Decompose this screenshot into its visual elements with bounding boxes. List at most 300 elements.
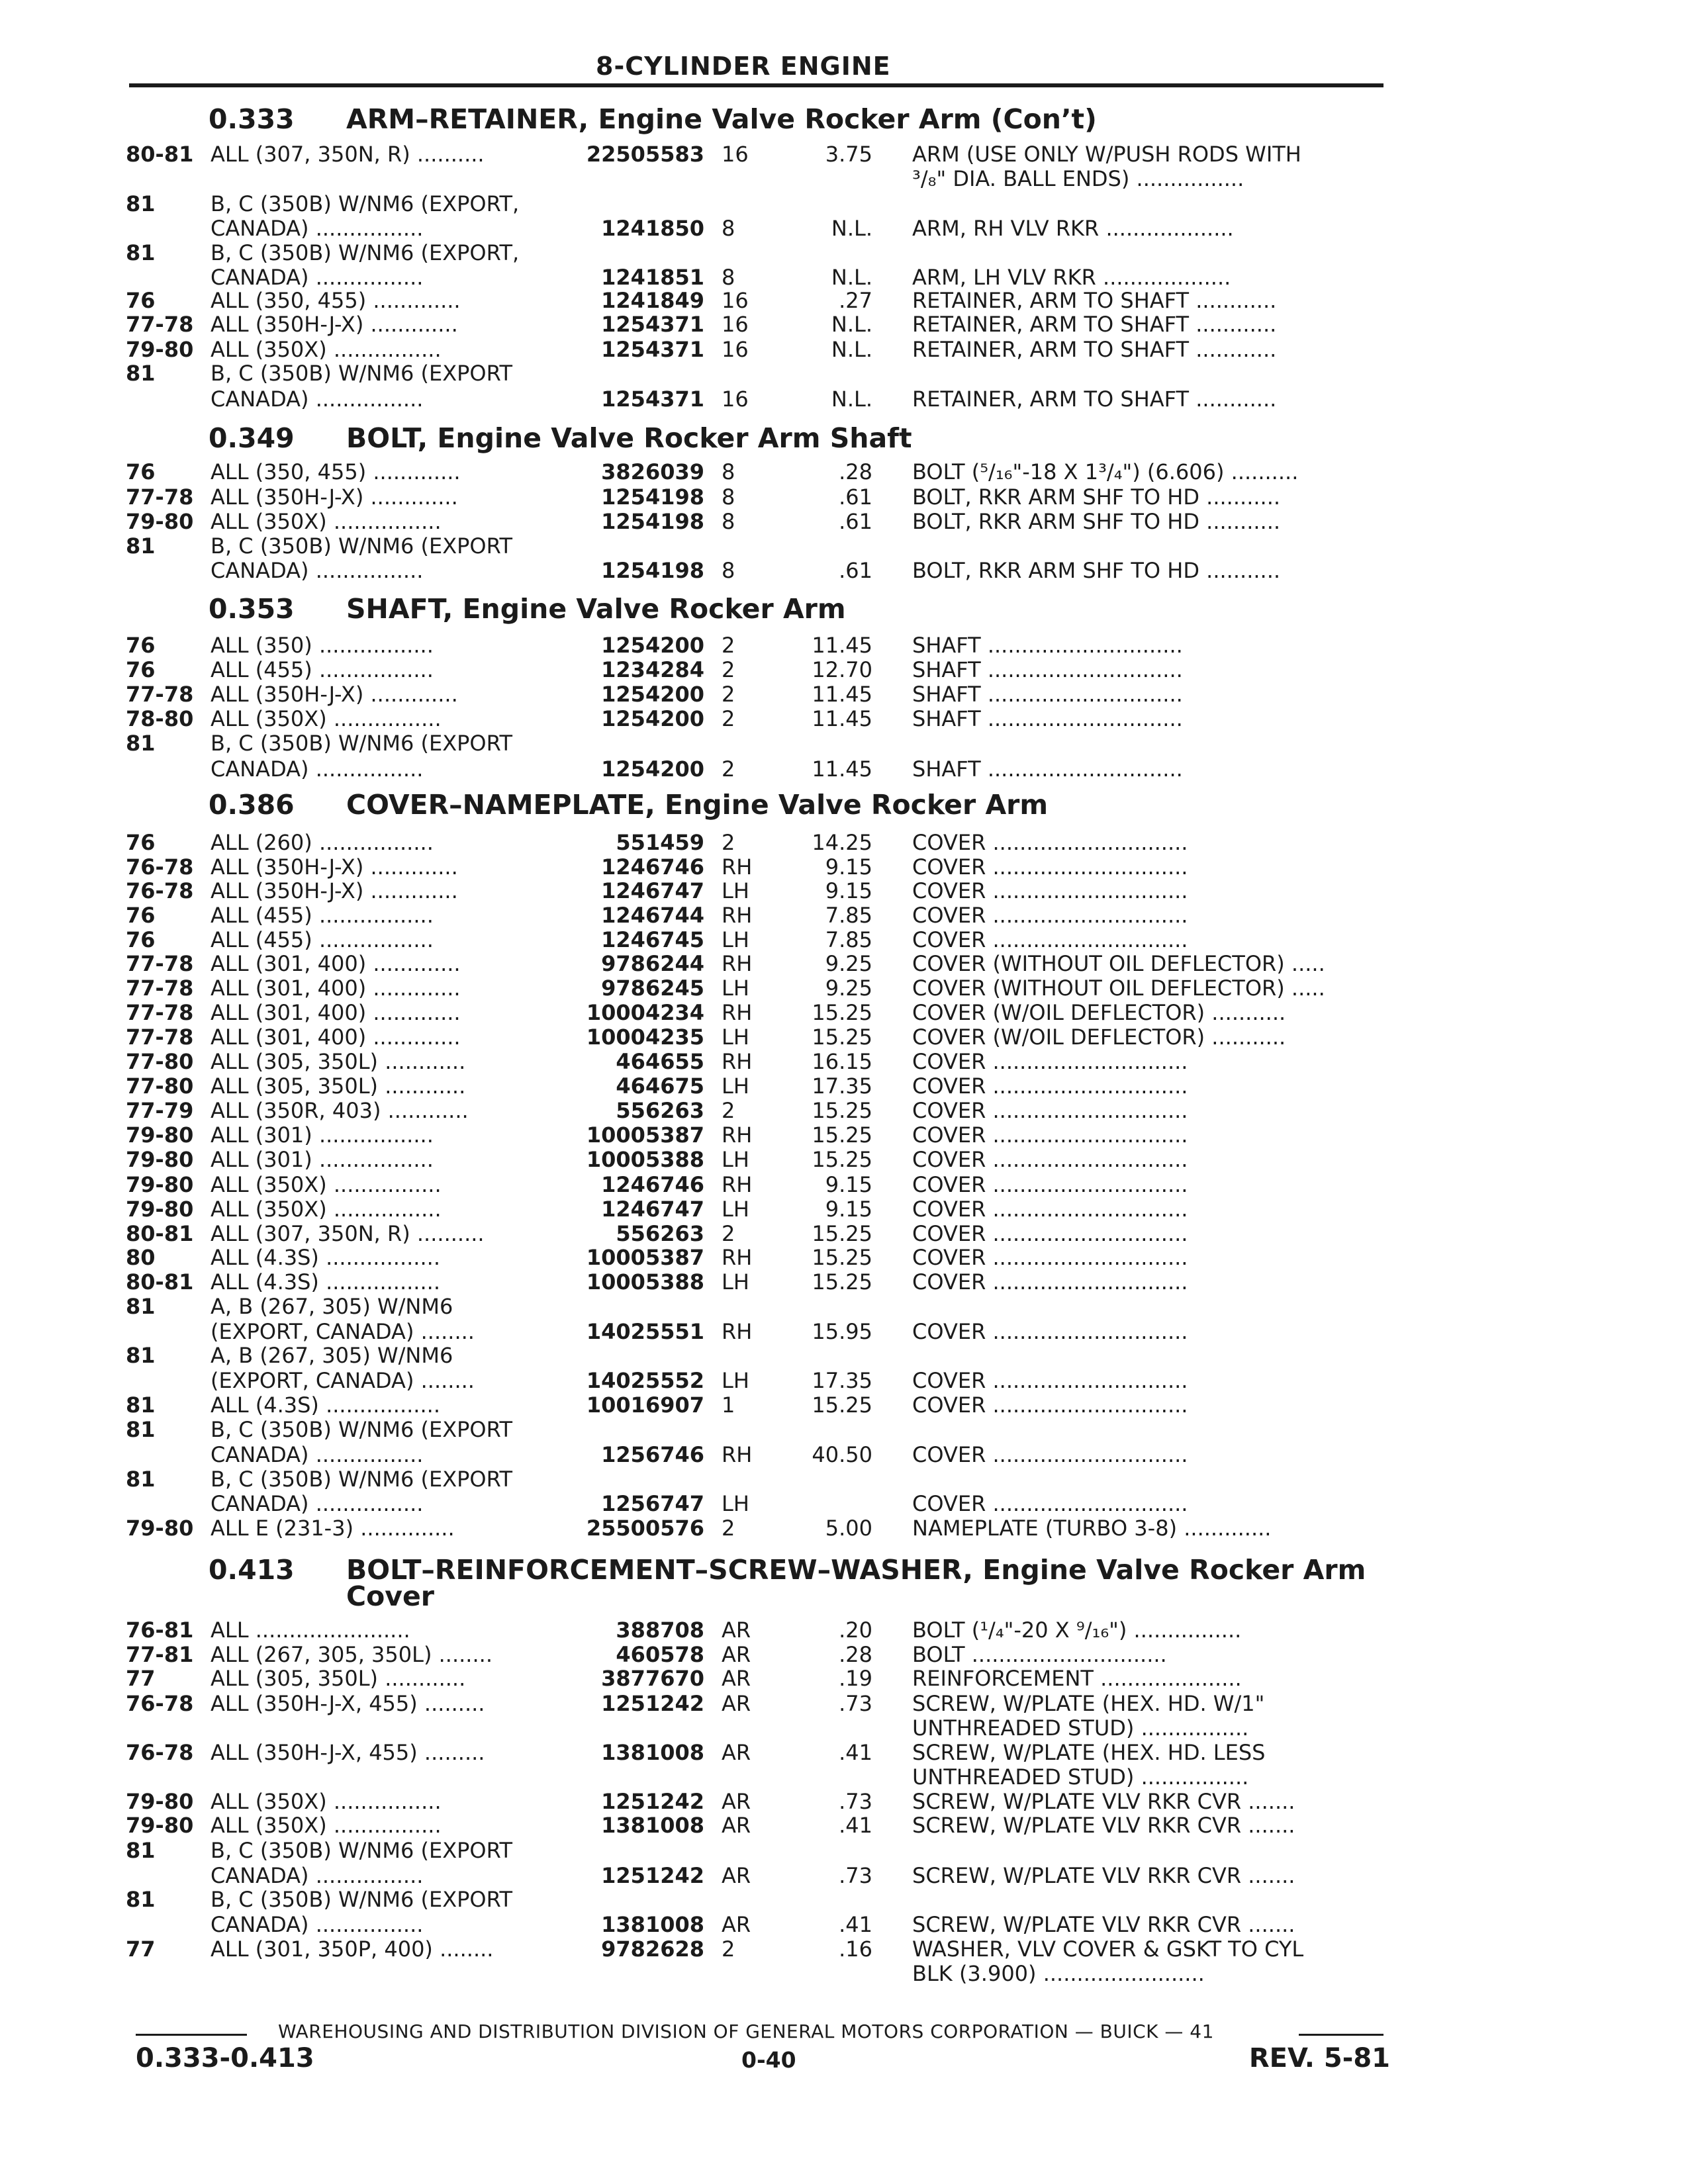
part-description: RETAINER, ARM TO SHAFT ............ [912, 288, 1277, 313]
quantity: 2 [722, 682, 735, 707]
model-applicability: ALL (455) ................. [211, 927, 434, 952]
section-title: BOLT–REINFORCEMENT–SCREW–WASHER, Engine Valve Rocker Arm [346, 1554, 1366, 1586]
part-description: COVER ............................. [912, 1269, 1188, 1295]
quantity: 16 [722, 387, 749, 412]
model-year: 81 [126, 1887, 156, 1912]
model-applicability: ALL (350X) ................ [211, 337, 442, 362]
part-description: COVER ............................. [912, 1172, 1188, 1197]
model-year: 76 [126, 903, 156, 928]
part-description: BOLT, RKR ARM SHF TO HD ........... [912, 484, 1281, 510]
quantity: 2 [722, 830, 735, 855]
model-year: 76-78 [126, 1740, 194, 1765]
list-price: N.L. [831, 387, 872, 412]
part-description: ARM (USE ONLY W/PUSH RODS WITH [912, 142, 1301, 167]
quantity: AR [722, 1912, 751, 1937]
footer-text: WAREHOUSING AND DISTRIBUTION DIVISION OF GENERAL MOTORS CORPORATION — BUICK — 41 [278, 2021, 1214, 2042]
part-number: 556263 [616, 1098, 704, 1123]
quantity: 16 [722, 337, 749, 362]
quantity: 2 [722, 706, 735, 731]
list-price: .73 [839, 1789, 872, 1814]
model-applicability: B, C (350B) W/NM6 (EXPORT [211, 1467, 513, 1492]
list-price: N.L. [831, 265, 872, 290]
list-price: N.L. [831, 216, 872, 241]
model-year: 81 [126, 240, 156, 265]
model-applicability: ALL (350, 455) ............. [211, 288, 461, 313]
model-applicability: ALL (301, 400) ............. [211, 951, 461, 976]
part-number: 22505583 [586, 142, 704, 167]
part-description: SHAFT ............................. [912, 682, 1183, 707]
model-applicability: ALL (350, 455) ............. [211, 459, 461, 484]
model-year: 77-81 [126, 1642, 194, 1667]
model-applicability: ALL (350H-J-X) ............. [211, 312, 458, 337]
list-price: .16 [839, 1936, 872, 1962]
part-description: COVER ............................. [912, 1491, 1188, 1516]
quantity: 2 [722, 1516, 735, 1541]
model-applicability: B, C (350B) W/NM6 (EXPORT [211, 731, 513, 756]
quantity: AR [722, 1740, 751, 1765]
quantity: 2 [722, 633, 735, 658]
quantity: AR [722, 1813, 751, 1838]
part-description: RETAINER, ARM TO SHAFT ............ [912, 387, 1277, 412]
part-number: 1246746 [601, 1172, 704, 1197]
model-applicability: ALL (305, 350L) ............ [211, 1073, 466, 1099]
part-description: COVER ............................. [912, 903, 1188, 928]
part-number: 10016907 [586, 1392, 704, 1418]
parts-row [0, 1668, 1688, 1694]
part-description: UNTHREADED STUD) ................ [912, 1764, 1249, 1790]
parts-row [0, 363, 1688, 389]
part-number: 10004235 [586, 1024, 704, 1050]
list-price: 15.25 [812, 1147, 872, 1172]
part-description: RETAINER, ARM TO SHAFT ............ [912, 312, 1277, 337]
parts-row [0, 1963, 1688, 1989]
model-year: 80 [126, 1245, 156, 1270]
list-price: 7.85 [825, 927, 872, 952]
model-applicability: ALL (260) ................. [211, 830, 434, 855]
part-description: BLK (3.900) ........................ [912, 1961, 1205, 1986]
quantity: AR [722, 1617, 751, 1643]
part-number: 1256746 [601, 1442, 704, 1467]
list-price: 3.75 [825, 142, 872, 167]
model-year: 77-80 [126, 1073, 194, 1099]
list-price: 11.45 [812, 682, 872, 707]
model-applicability: B, C (350B) W/NM6 (EXPORT, [211, 191, 520, 216]
part-description: WASHER, VLV COVER & GSKT TO CYL [912, 1936, 1304, 1962]
model-applicability: ALL (301, 400) ............. [211, 976, 461, 1001]
quantity: LH [722, 1073, 749, 1099]
header-rule [129, 83, 1383, 87]
model-year: 81 [126, 191, 156, 216]
model-applicability: ALL (350R, 403) ............ [211, 1098, 469, 1123]
quantity: RH [722, 1245, 753, 1270]
quantity: RH [722, 854, 753, 880]
list-price: 15.25 [812, 1024, 872, 1050]
quantity: LH [722, 1147, 749, 1172]
model-year: 79-80 [126, 509, 194, 534]
model-applicability: ALL (350H-J-X) ............. [211, 878, 458, 903]
part-number: 1254200 [601, 706, 704, 731]
model-applicability: ALL (350H-J-X, 455) ......... [211, 1691, 485, 1716]
part-number: 464675 [616, 1073, 704, 1099]
list-price: 7.85 [825, 903, 872, 928]
part-number: 464655 [616, 1049, 704, 1074]
model-applicability: B, C (350B) W/NM6 (EXPORT [211, 1887, 513, 1912]
list-price: 5.00 [825, 1516, 872, 1541]
part-number: 1241849 [601, 288, 704, 313]
quantity: LH [722, 1368, 749, 1393]
model-year: 81 [126, 1294, 156, 1319]
part-number: 14025551 [586, 1319, 704, 1344]
model-applicability: B, C (350B) W/NM6 (EXPORT [211, 361, 513, 386]
part-description: COVER ............................. [912, 1245, 1188, 1270]
list-price: 15.25 [812, 1122, 872, 1148]
model-year: 77 [126, 1666, 156, 1691]
model-applicability: ALL (455) ................. [211, 657, 434, 682]
quantity: LH [722, 1024, 749, 1050]
footer-revision: REV. 5-81 [1248, 2043, 1390, 2073]
part-description: COVER ............................. [912, 1392, 1188, 1418]
part-description: NAMEPLATE (TURBO 3-8) ............. [912, 1516, 1272, 1541]
quantity: 8 [722, 509, 735, 534]
model-year: 79-80 [126, 1516, 194, 1541]
part-number: 9782628 [601, 1936, 704, 1962]
quantity: 2 [722, 756, 735, 782]
model-applicability: ALL (350H-J-X) ............. [211, 682, 458, 707]
part-description: BOLT (⁵/₁₆"-18 X 1³/₄") (6.606) .......... [912, 459, 1299, 484]
list-price: 40.50 [812, 1442, 872, 1467]
footer-rule-left [136, 2034, 247, 2036]
quantity: LH [722, 878, 749, 903]
part-number: 10005387 [586, 1122, 704, 1148]
list-price: 9.15 [825, 1172, 872, 1197]
model-applicability: CANADA) ................ [211, 1491, 424, 1516]
part-description: COVER ............................. [912, 1122, 1188, 1148]
list-price: 11.45 [812, 756, 872, 782]
list-price: .61 [839, 484, 872, 510]
list-price: 15.25 [812, 1098, 872, 1123]
list-price: 11.45 [812, 633, 872, 658]
part-number: 1254200 [601, 633, 704, 658]
model-year: 80-81 [126, 1269, 194, 1295]
footer-rule-right [1299, 2034, 1383, 2036]
part-number: 1246747 [601, 1197, 704, 1222]
model-year: 76 [126, 927, 156, 952]
model-applicability: ALL (4.3S) ................. [211, 1269, 440, 1295]
part-number: 1251242 [601, 1863, 704, 1888]
quantity: 8 [722, 558, 735, 583]
part-description: UNTHREADED STUD) ................ [912, 1715, 1249, 1741]
model-applicability: B, C (350B) W/NM6 (EXPORT, [211, 240, 520, 265]
part-number: 25500576 [586, 1516, 704, 1541]
section-number: 0.349 [209, 422, 295, 454]
part-number: 1254200 [601, 682, 704, 707]
part-number: 1246747 [601, 878, 704, 903]
model-year: 77-78 [126, 682, 194, 707]
quantity: 8 [722, 265, 735, 290]
model-applicability: CANADA) ................ [211, 756, 424, 782]
part-number: 10005388 [586, 1269, 704, 1295]
model-applicability: (EXPORT, CANADA) ........ [211, 1368, 475, 1393]
part-description: ³/₈" DIA. BALL ENDS) ................ [912, 166, 1244, 191]
part-description: SHAFT ............................. [912, 633, 1183, 658]
section-number: 0.413 [209, 1554, 295, 1586]
list-price: N.L. [831, 337, 872, 362]
model-year: 77-78 [126, 1024, 194, 1050]
part-description: COVER ............................. [912, 927, 1188, 952]
model-year: 76-78 [126, 1691, 194, 1716]
list-price: .41 [839, 1813, 872, 1838]
quantity: 8 [722, 484, 735, 510]
model-applicability: ALL (305, 350L) ............ [211, 1666, 466, 1691]
quantity: LH [722, 927, 749, 952]
model-year: 77-80 [126, 1049, 194, 1074]
model-applicability: ALL (267, 305, 350L) ........ [211, 1642, 492, 1667]
parts-row [0, 1296, 1688, 1322]
part-description: SCREW, W/PLATE (HEX. HD. W/1" [912, 1691, 1265, 1716]
part-description: COVER ............................. [912, 1221, 1188, 1246]
model-applicability: B, C (350B) W/NM6 (EXPORT [211, 1417, 513, 1442]
quantity: 2 [722, 657, 735, 682]
part-number: 1241850 [601, 216, 704, 241]
part-number: 1381008 [601, 1740, 704, 1765]
list-price: 9.25 [825, 951, 872, 976]
model-applicability: CANADA) ................ [211, 216, 424, 241]
model-year: 79-80 [126, 1172, 194, 1197]
list-price: 9.15 [825, 854, 872, 880]
quantity: LH [722, 1197, 749, 1222]
part-description: SCREW, W/PLATE VLV RKR CVR ....... [912, 1813, 1295, 1838]
parts-row [0, 144, 1688, 170]
parts-row [0, 1693, 1688, 1719]
part-description: COVER (WITHOUT OIL DEFLECTOR) ..... [912, 976, 1325, 1001]
model-year: 76 [126, 657, 156, 682]
model-applicability: ALL (4.3S) ................. [211, 1392, 440, 1418]
parts-row [0, 461, 1688, 488]
part-description: ARM, RH VLV RKR ................... [912, 216, 1234, 241]
quantity: RH [722, 1319, 753, 1344]
model-year: 76-78 [126, 878, 194, 903]
model-applicability: ALL (350X) ................ [211, 706, 442, 731]
quantity: AR [722, 1666, 751, 1691]
list-price: .61 [839, 509, 872, 534]
parts-row [0, 1815, 1688, 1841]
list-price: 17.35 [812, 1073, 872, 1099]
part-description: COVER ............................. [912, 1147, 1188, 1172]
part-description: SCREW, W/PLATE VLV RKR CVR ....... [912, 1789, 1295, 1814]
model-applicability: ALL (455) ................. [211, 903, 434, 928]
model-year: 79-80 [126, 1197, 194, 1222]
part-description: ARM, LH VLV RKR ................... [912, 265, 1231, 290]
part-description: RETAINER, ARM TO SHAFT ............ [912, 337, 1277, 362]
part-number: 1254198 [601, 509, 704, 534]
parts-row [0, 733, 1688, 759]
footer-page-number: 0-40 [741, 2047, 796, 2073]
parts-row [0, 314, 1688, 340]
model-applicability: CANADA) ................ [211, 558, 424, 583]
model-applicability: ALL (350H-J-X) ............. [211, 854, 458, 880]
model-year: 76 [126, 633, 156, 658]
list-price: 11.45 [812, 706, 872, 731]
part-description: BOLT (¹/₄"-20 X ⁹/₁₆") ................ [912, 1617, 1242, 1643]
quantity: RH [722, 1049, 753, 1074]
model-applicability: ALL (350X) ................ [211, 1789, 442, 1814]
part-description: COVER ............................. [912, 878, 1188, 903]
list-price: 15.25 [812, 1392, 872, 1418]
list-price: .41 [839, 1912, 872, 1937]
part-number: 10005387 [586, 1245, 704, 1270]
part-number: 14025552 [586, 1368, 704, 1393]
part-number: 556263 [616, 1221, 704, 1246]
model-year: 77-78 [126, 976, 194, 1001]
footer-range: 0.333-0.413 [136, 2043, 314, 2073]
part-description: COVER (WITHOUT OIL DEFLECTOR) ..... [912, 951, 1325, 976]
model-year: 79-80 [126, 1147, 194, 1172]
parts-row [0, 1345, 1688, 1371]
model-applicability: ALL (307, 350N, R) .......... [211, 142, 485, 167]
model-year: 81 [126, 1343, 156, 1368]
model-year: 76 [126, 288, 156, 313]
parts-row [0, 1518, 1688, 1544]
model-year: 77-78 [126, 951, 194, 976]
list-price: 15.25 [812, 1000, 872, 1025]
part-description: COVER ............................. [912, 1073, 1188, 1099]
part-description: COVER ............................. [912, 1319, 1188, 1344]
part-number: 1254198 [601, 558, 704, 583]
parts-row [0, 168, 1688, 195]
quantity: RH [722, 951, 753, 976]
parts-row [0, 1840, 1688, 1866]
model-year: 79-80 [126, 337, 194, 362]
parts-row [0, 1938, 1688, 1965]
model-year: 78-80 [126, 706, 194, 731]
parts-row [0, 560, 1688, 586]
model-year: 77-78 [126, 312, 194, 337]
model-year: 76 [126, 830, 156, 855]
part-number: 9786245 [601, 976, 704, 1001]
part-number: 1256747 [601, 1491, 704, 1516]
parts-row [0, 1149, 1688, 1175]
part-description: SHAFT ............................. [912, 657, 1183, 682]
model-year: 77 [126, 1936, 156, 1962]
part-description: COVER ............................. [912, 854, 1188, 880]
model-applicability: ALL (301, 400) ............. [211, 1000, 461, 1025]
model-applicability: ALL (350X) ................ [211, 1172, 442, 1197]
part-number: 1254371 [601, 337, 704, 362]
model-applicability: B, C (350B) W/NM6 (EXPORT [211, 533, 513, 559]
model-year: 81 [126, 361, 156, 386]
part-description: SHAFT ............................. [912, 756, 1183, 782]
quantity: 16 [722, 288, 749, 313]
part-number: 1254198 [601, 484, 704, 510]
list-price: 9.15 [825, 878, 872, 903]
part-description: COVER ............................. [912, 1098, 1188, 1123]
model-year: 76-78 [126, 854, 194, 880]
model-applicability: CANADA) ................ [211, 1863, 424, 1888]
list-price: 17.35 [812, 1368, 872, 1393]
model-applicability: CANADA) ................ [211, 265, 424, 290]
quantity: AR [722, 1789, 751, 1814]
part-description: COVER (W/OIL DEFLECTOR) ........... [912, 1024, 1286, 1050]
parts-row [0, 1419, 1688, 1445]
part-description: COVER ............................. [912, 1368, 1188, 1393]
section-title-continued: Cover [346, 1580, 435, 1612]
model-applicability: ALL (350H-J-X, 455) ......... [211, 1740, 485, 1765]
model-year: 81 [126, 1417, 156, 1442]
part-description: COVER ............................. [912, 1197, 1188, 1222]
list-price: .73 [839, 1863, 872, 1888]
list-price: .20 [839, 1617, 872, 1643]
section-number: 0.386 [209, 789, 295, 821]
part-number: 3877670 [601, 1666, 704, 1691]
section-title: SHAFT, Engine Valve Rocker Arm [346, 593, 846, 625]
list-price: 15.25 [812, 1269, 872, 1295]
list-price: .27 [839, 288, 872, 313]
model-year: 81 [126, 731, 156, 756]
part-description: COVER (W/OIL DEFLECTOR) ........... [912, 1000, 1286, 1025]
section-title: ARM–RETAINER, Engine Valve Rocker Arm (Con’t) [346, 103, 1097, 135]
model-year: 79-80 [126, 1122, 194, 1148]
quantity: 1 [722, 1392, 735, 1418]
part-number: 10004234 [586, 1000, 704, 1025]
model-applicability: A, B (267, 305) W/NM6 [211, 1294, 453, 1319]
quantity: AR [722, 1642, 751, 1667]
part-number: 460578 [616, 1642, 704, 1667]
section-title: COVER–NAMEPLATE, Engine Valve Rocker Arm [346, 789, 1049, 821]
quantity: LH [722, 1491, 749, 1516]
quantity: 8 [722, 459, 735, 484]
part-number: 1251242 [601, 1691, 704, 1716]
part-number: 1254371 [601, 312, 704, 337]
model-applicability: CANADA) ................ [211, 1442, 424, 1467]
part-description: BOLT, RKR ARM SHF TO HD ........... [912, 509, 1281, 534]
quantity: AR [722, 1691, 751, 1716]
model-applicability: ALL (350) ................. [211, 633, 434, 658]
list-price: 9.15 [825, 1197, 872, 1222]
model-applicability: ALL (301, 350P, 400) ........ [211, 1936, 494, 1962]
model-year: 77-79 [126, 1098, 194, 1123]
section-number: 0.333 [209, 103, 295, 135]
section-title: BOLT, Engine Valve Rocker Arm Shaft [346, 422, 912, 454]
page-title: 8-CYLINDER ENGINE [596, 52, 891, 81]
quantity: 8 [722, 216, 735, 241]
part-number: 1381008 [601, 1912, 704, 1937]
part-number: 388708 [616, 1617, 704, 1643]
part-number: 1246746 [601, 854, 704, 880]
list-price: .19 [839, 1666, 872, 1691]
model-applicability: ALL ....................... [211, 1617, 410, 1643]
section-number: 0.353 [209, 593, 295, 625]
quantity: RH [722, 1000, 753, 1025]
quantity: LH [722, 976, 749, 1001]
model-applicability: ALL (4.3S) ................. [211, 1245, 440, 1270]
quantity: 16 [722, 142, 749, 167]
part-number: 3826039 [601, 459, 704, 484]
part-number: 10005388 [586, 1147, 704, 1172]
quantity: RH [722, 1172, 753, 1197]
list-price: .28 [839, 1642, 872, 1667]
part-number: 1251242 [601, 1789, 704, 1814]
part-number: 1234284 [601, 657, 704, 682]
list-price: .28 [839, 459, 872, 484]
parts-row [0, 758, 1688, 785]
parts-row [0, 388, 1688, 415]
quantity: LH [722, 1269, 749, 1295]
part-description: SHAFT ............................. [912, 706, 1183, 731]
part-number: 1246745 [601, 927, 704, 952]
list-price: .41 [839, 1740, 872, 1765]
part-description: SCREW, W/PLATE (HEX. HD. LESS [912, 1740, 1266, 1765]
model-applicability: ALL (301, 400) ............. [211, 1024, 461, 1050]
